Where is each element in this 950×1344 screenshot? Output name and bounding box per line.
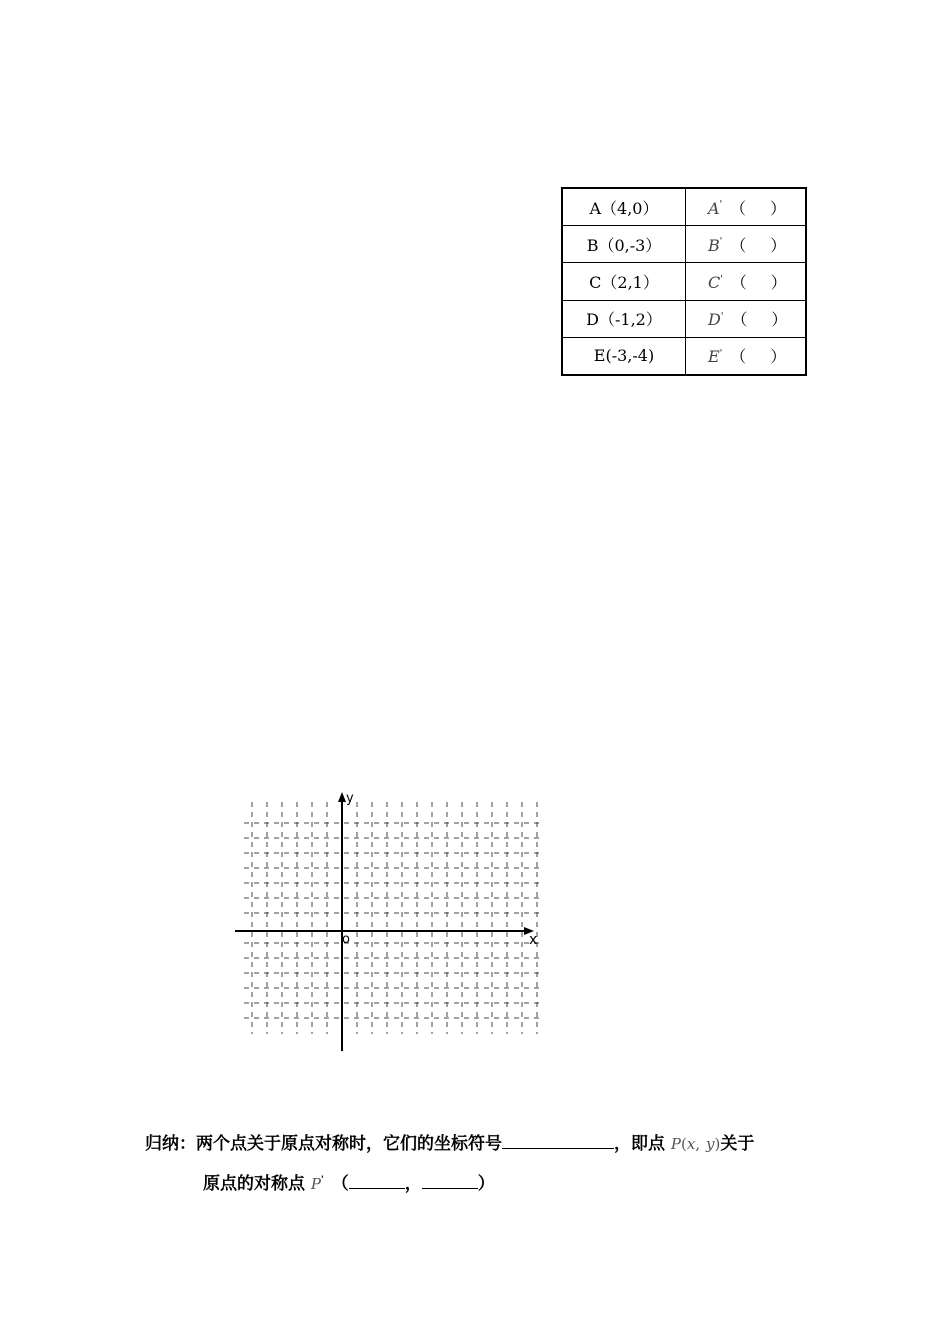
summary-comma: ，即点: [614, 1134, 665, 1154]
coordinate-grid: [232, 788, 552, 1058]
symmetric-point-cell[interactable]: C' （ ）: [686, 263, 807, 300]
symmetry-points-table: [561, 187, 807, 376]
point-p: P: [670, 1135, 682, 1153]
summary-text: 归纳：两个点关于原点对称时，它们的坐标符号: [145, 1134, 502, 1154]
summary-line-1: 归纳：两个点关于原点对称时，它们的坐标符号 ，即点 P(x, y)关于: [145, 1134, 755, 1154]
symmetric-point-name: C: [708, 272, 721, 292]
symmetric-point-name: E: [708, 347, 720, 367]
symmetric-point-cell[interactable]: B' （ ）: [686, 226, 807, 263]
original-point-cell: B（0,-3）: [562, 226, 686, 263]
y-answer-blank[interactable]: [422, 1172, 478, 1189]
table-row: [562, 263, 806, 300]
symmetric-point-cell[interactable]: E' （ ）: [686, 337, 807, 375]
table-row: [562, 226, 806, 263]
origin-label: o: [342, 932, 350, 947]
point-x: x: [686, 1135, 696, 1153]
original-point-cell: C（2,1）: [562, 263, 686, 300]
table-row: [562, 337, 806, 375]
summary-text-2: 原点的对称点: [203, 1174, 305, 1194]
y-axis-arrow-icon: [338, 792, 346, 802]
table-row: [562, 188, 806, 226]
symmetric-point-cell[interactable]: D' （ ）: [686, 300, 807, 337]
summary-tail: 关于: [720, 1134, 755, 1154]
summary-line-2: 原点的对称点 P' （ ， ）: [203, 1174, 495, 1194]
x-answer-blank[interactable]: [349, 1172, 405, 1189]
sign-answer-blank[interactable]: [502, 1132, 614, 1149]
y-axis-label: y: [346, 791, 354, 806]
table-row: [562, 300, 806, 337]
original-point-cell: E(-3,-4): [562, 337, 686, 375]
symmetric-point-cell[interactable]: A' （ ）: [686, 188, 807, 226]
symmetric-point-name: A: [708, 198, 720, 218]
symmetric-point-name: B: [708, 235, 720, 255]
original-point-cell: D（-1,2）: [562, 300, 686, 337]
symmetric-point-name: D: [708, 310, 721, 330]
point-p-prime: P: [310, 1175, 322, 1193]
x-axis-label: x: [529, 932, 538, 948]
original-point-cell: A（4,0）: [562, 188, 686, 226]
point-y: y: [706, 1135, 715, 1153]
